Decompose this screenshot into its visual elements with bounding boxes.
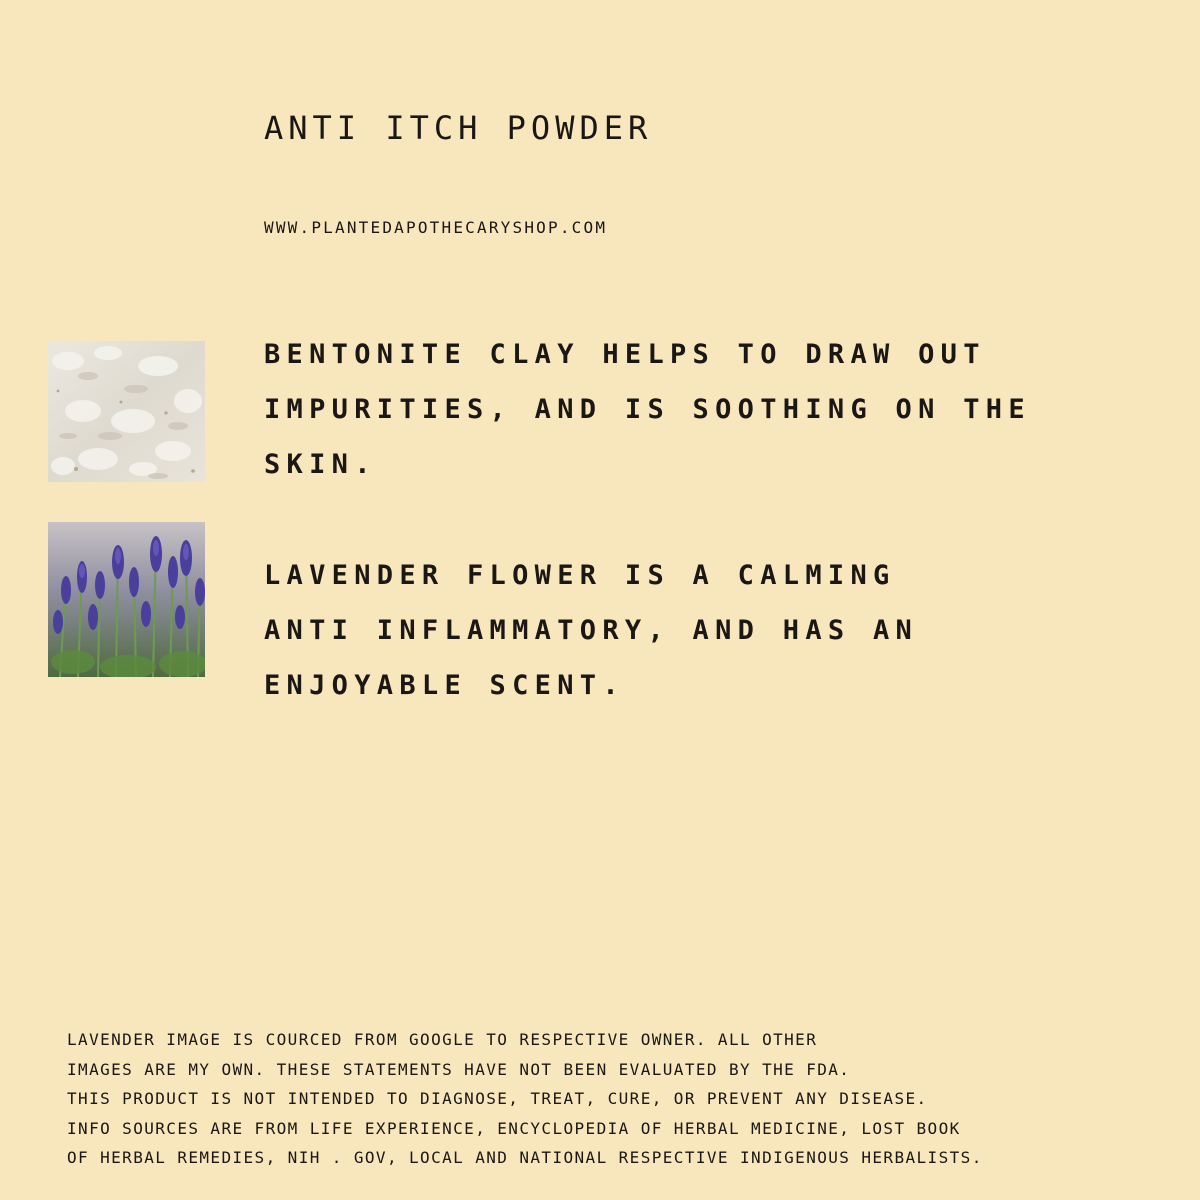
- disclaimer-line: IMAGES ARE MY OWN. THESE STATEMENTS HAVE NOT BEEN EVALUATED BY THE FDA.: [67, 1059, 851, 1079]
- disclaimer-line: INFO SOURCES ARE FROM LIFE EXPERIENCE, ENCYCLOPEDIA OF HERBAL MEDICINE, LOST BOOK: [67, 1118, 961, 1138]
- description-line: LAVENDER FLOWER IS A CALMING: [264, 560, 896, 591]
- description-line: IMPURITIES, AND IS SOOTHING ON THE: [264, 394, 1031, 425]
- disclaimer-line: LAVENDER IMAGE IS COURCED FROM GOOGLE TO RESPECTIVE OWNER. ALL OTHER: [67, 1030, 818, 1049]
- description-line: ANTI INFLAMMATORY, AND HAS AN: [264, 615, 919, 646]
- description-line: SKIN.: [264, 449, 377, 480]
- bentonite-clay-description: [264, 327, 1031, 492]
- website-url: WWW.PLANTEDAPOTHECARYSHOP.COM: [264, 218, 608, 237]
- page-title: ANTI ITCH POWDER: [264, 109, 653, 147]
- disclaimer-line: OF HERBAL REMEDIES, NIH . GOV, LOCAL AND NATIONAL RESPECTIVE INDIGENOUS HERBALISTS.: [67, 1148, 983, 1167]
- bentonite-clay-image: [48, 341, 205, 482]
- description-line: ENJOYABLE SCENT.: [264, 670, 625, 701]
- disclaimer-line: THIS PRODUCT IS NOT INTENDED TO DIAGNOSE, TREAT, CURE, OR PREVENT ANY DISEASE.: [67, 1089, 928, 1108]
- description-line: BENTONITE CLAY HELPS TO DRAW OUT: [264, 339, 986, 370]
- lavender-flower-description: [264, 548, 918, 713]
- disclaimer: [67, 1025, 983, 1173]
- lavender-flower-image: [48, 522, 205, 677]
